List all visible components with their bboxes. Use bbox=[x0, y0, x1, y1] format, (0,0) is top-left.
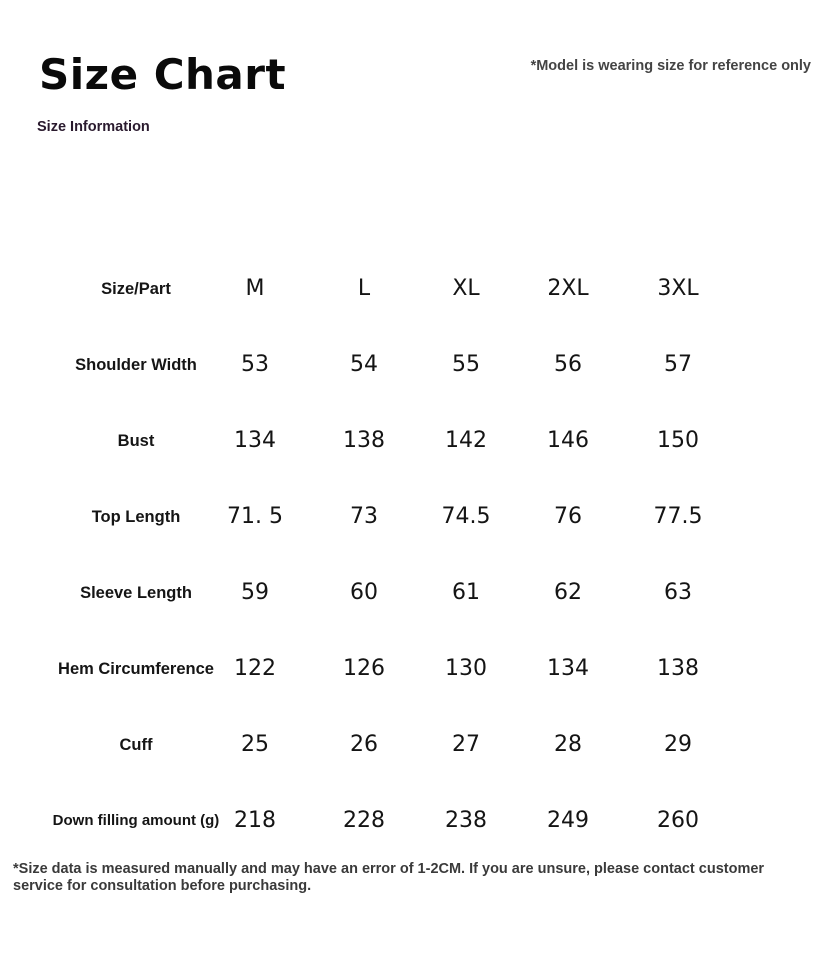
size-value-cell: 61 bbox=[452, 580, 480, 605]
row-label: Sleeve Length bbox=[80, 584, 192, 602]
size-value-cell: 26 bbox=[350, 732, 378, 757]
size-value-cell: 60 bbox=[350, 580, 378, 605]
size-value-cell: 62 bbox=[554, 580, 582, 605]
size-value-cell: 71. 5 bbox=[227, 504, 283, 529]
size-value-cell: 59 bbox=[241, 580, 269, 605]
size-value-cell: 126 bbox=[343, 656, 385, 681]
size-header-3xl: 3XL bbox=[657, 276, 699, 301]
size-value-cell: 134 bbox=[234, 428, 276, 453]
size-value-cell: 228 bbox=[343, 808, 385, 833]
size-value-cell: 56 bbox=[554, 352, 582, 377]
size-value-cell: 29 bbox=[664, 732, 692, 757]
size-value-cell: 130 bbox=[445, 656, 487, 681]
size-value-cell: 25 bbox=[241, 732, 269, 757]
size-value-cell: 150 bbox=[657, 428, 699, 453]
row-label: Top Length bbox=[91, 508, 181, 526]
size-value-cell: 146 bbox=[547, 428, 589, 453]
size-header-m: M bbox=[245, 276, 265, 301]
size-value-cell: 53 bbox=[241, 352, 269, 377]
size-value-cell: 74.5 bbox=[441, 504, 491, 529]
size-value-cell: 77.5 bbox=[653, 504, 703, 529]
size-header-xl: XL bbox=[452, 276, 480, 301]
size-value-cell: 76 bbox=[554, 504, 582, 529]
corner-label: Size/Part bbox=[101, 280, 171, 298]
size-value-cell: 249 bbox=[547, 808, 589, 833]
size-value-cell: 142 bbox=[445, 428, 487, 453]
size-value-cell: 73 bbox=[350, 504, 378, 529]
size-value-cell: 238 bbox=[445, 808, 487, 833]
size-value-cell: 138 bbox=[657, 656, 699, 681]
measurement-disclaimer: *Size data is measured manually and may have an error of 1-2CM. If you are unsure, please contact customer service for consultation before purchasing. bbox=[13, 861, 765, 894]
size-value-cell: 260 bbox=[657, 808, 699, 833]
row-label: Shoulder Width bbox=[75, 356, 197, 374]
row-label: Cuff bbox=[119, 736, 153, 754]
row-label: Bust bbox=[117, 432, 155, 450]
size-value-cell: 57 bbox=[664, 352, 692, 377]
size-value-cell: 134 bbox=[547, 656, 589, 681]
size-value-cell: 28 bbox=[554, 732, 582, 757]
row-label: Down filling amount (g) bbox=[52, 812, 220, 829]
size-value-cell: 218 bbox=[234, 808, 276, 833]
row-label: Hem Circumference bbox=[58, 660, 214, 678]
section-subtitle: Size Information bbox=[37, 119, 150, 135]
size-value-cell: 55 bbox=[452, 352, 480, 377]
page-title: Size Chart bbox=[39, 50, 287, 99]
model-reference-note: *Model is wearing size for reference only bbox=[530, 58, 811, 74]
size-value-cell: 54 bbox=[350, 352, 378, 377]
size-header-l: L bbox=[357, 276, 371, 301]
size-value-cell: 27 bbox=[452, 732, 480, 757]
size-value-cell: 122 bbox=[234, 656, 276, 681]
size-value-cell: 138 bbox=[343, 428, 385, 453]
size-header-2xl: 2XL bbox=[547, 276, 589, 301]
size-value-cell: 63 bbox=[664, 580, 692, 605]
